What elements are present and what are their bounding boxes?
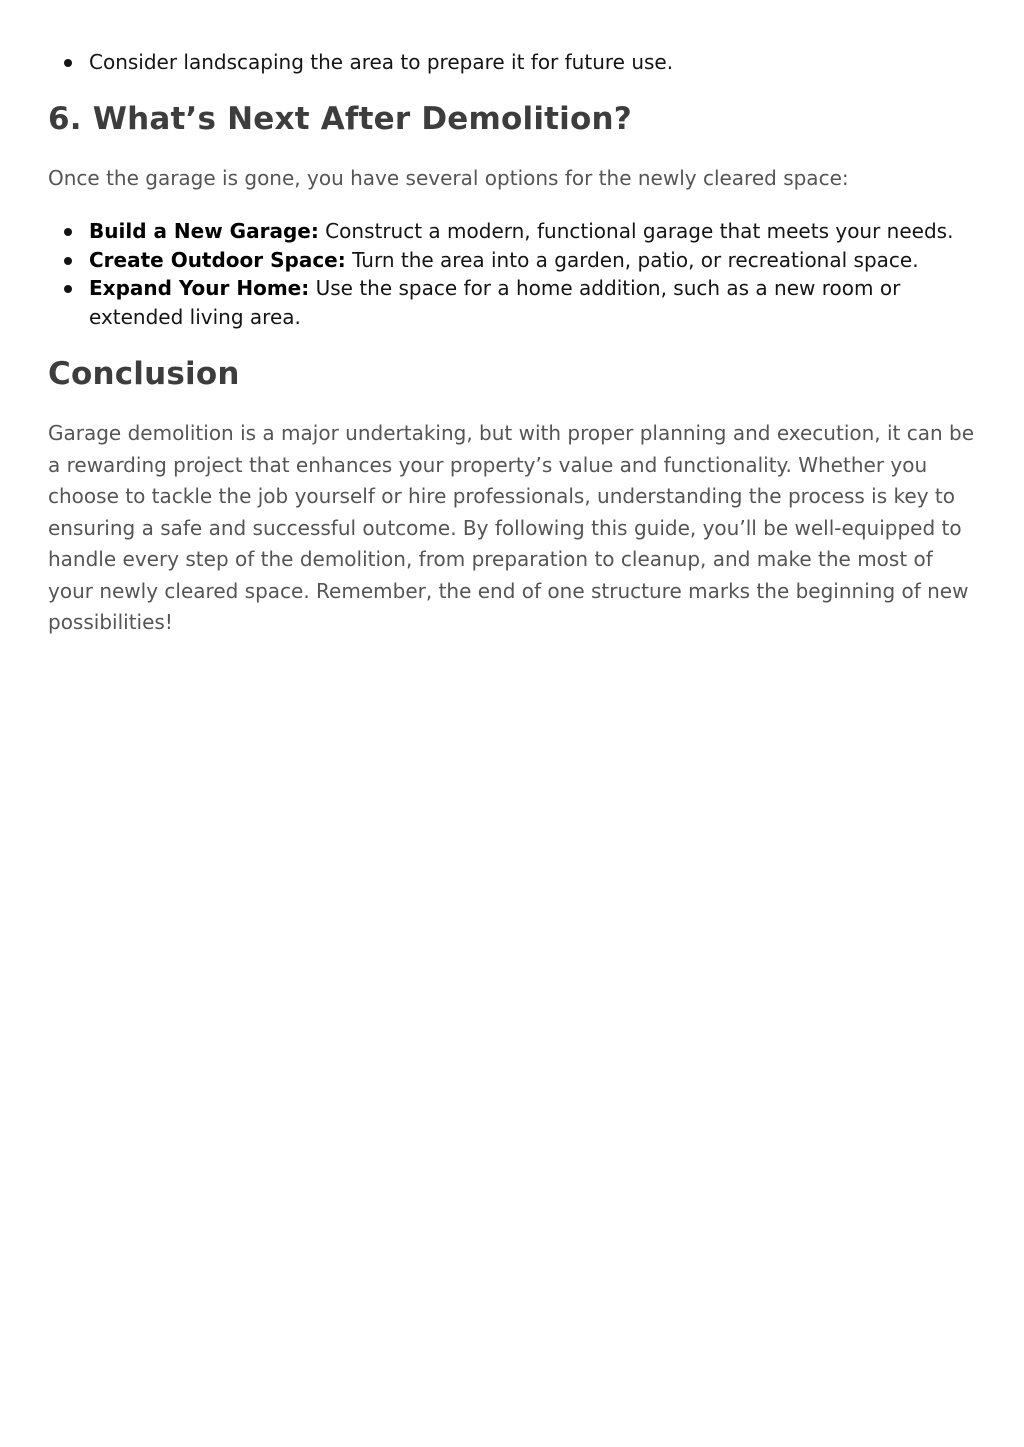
list-item-label: Expand Your Home:: [89, 276, 310, 300]
list-item-text: Turn the area into a garden, patio, or recreational space.: [345, 247, 919, 272]
options-list: [48, 217, 978, 331]
section-intro-paragraph: Once the garage is gone, you have several options for the newly cleared space:: [48, 166, 849, 190]
conclusion-paragraph: Garage demolition is a major undertaking, but with proper planning and execution, it can be a rewarding project that enhances your property’s value and functionality. Whether you choose to tackle the job yourself or hire professionals, understanding the process is key to ensuring a safe and successful outcome. By following this guide, you’ll be well-equipped to handle every step of the demolition, from preparation to cleanup, and make the most of your newly cleared space. Remember, the end of one structure marks the beginning of new possibilities!: [48, 421, 975, 634]
list-item: [48, 274, 978, 331]
bullet-icon: [64, 59, 72, 67]
bullet-icon: [64, 285, 72, 293]
list-item: [48, 217, 978, 246]
list-item-label: Create Outdoor Space:: [89, 247, 346, 272]
bullet-icon: [64, 228, 72, 236]
list-item-label: Build a New Garage:: [89, 219, 319, 243]
landscaping-list: [48, 48, 978, 77]
list-item: [48, 246, 978, 275]
list-item-text: Use the space for a home addition, such as a new room or extended living area.: [89, 276, 901, 329]
list-item: [48, 48, 978, 77]
list-item-text: Construct a modern, functional garage that meets your needs.: [318, 219, 954, 243]
bullet-icon: [64, 257, 72, 265]
section-heading-conclusion: Conclusion: [48, 356, 240, 392]
list-item-text: Consider landscaping the area to prepare it for future use.: [89, 50, 674, 74]
section-heading-whats-next: 6. What’s Next After Demolition?: [48, 101, 632, 137]
